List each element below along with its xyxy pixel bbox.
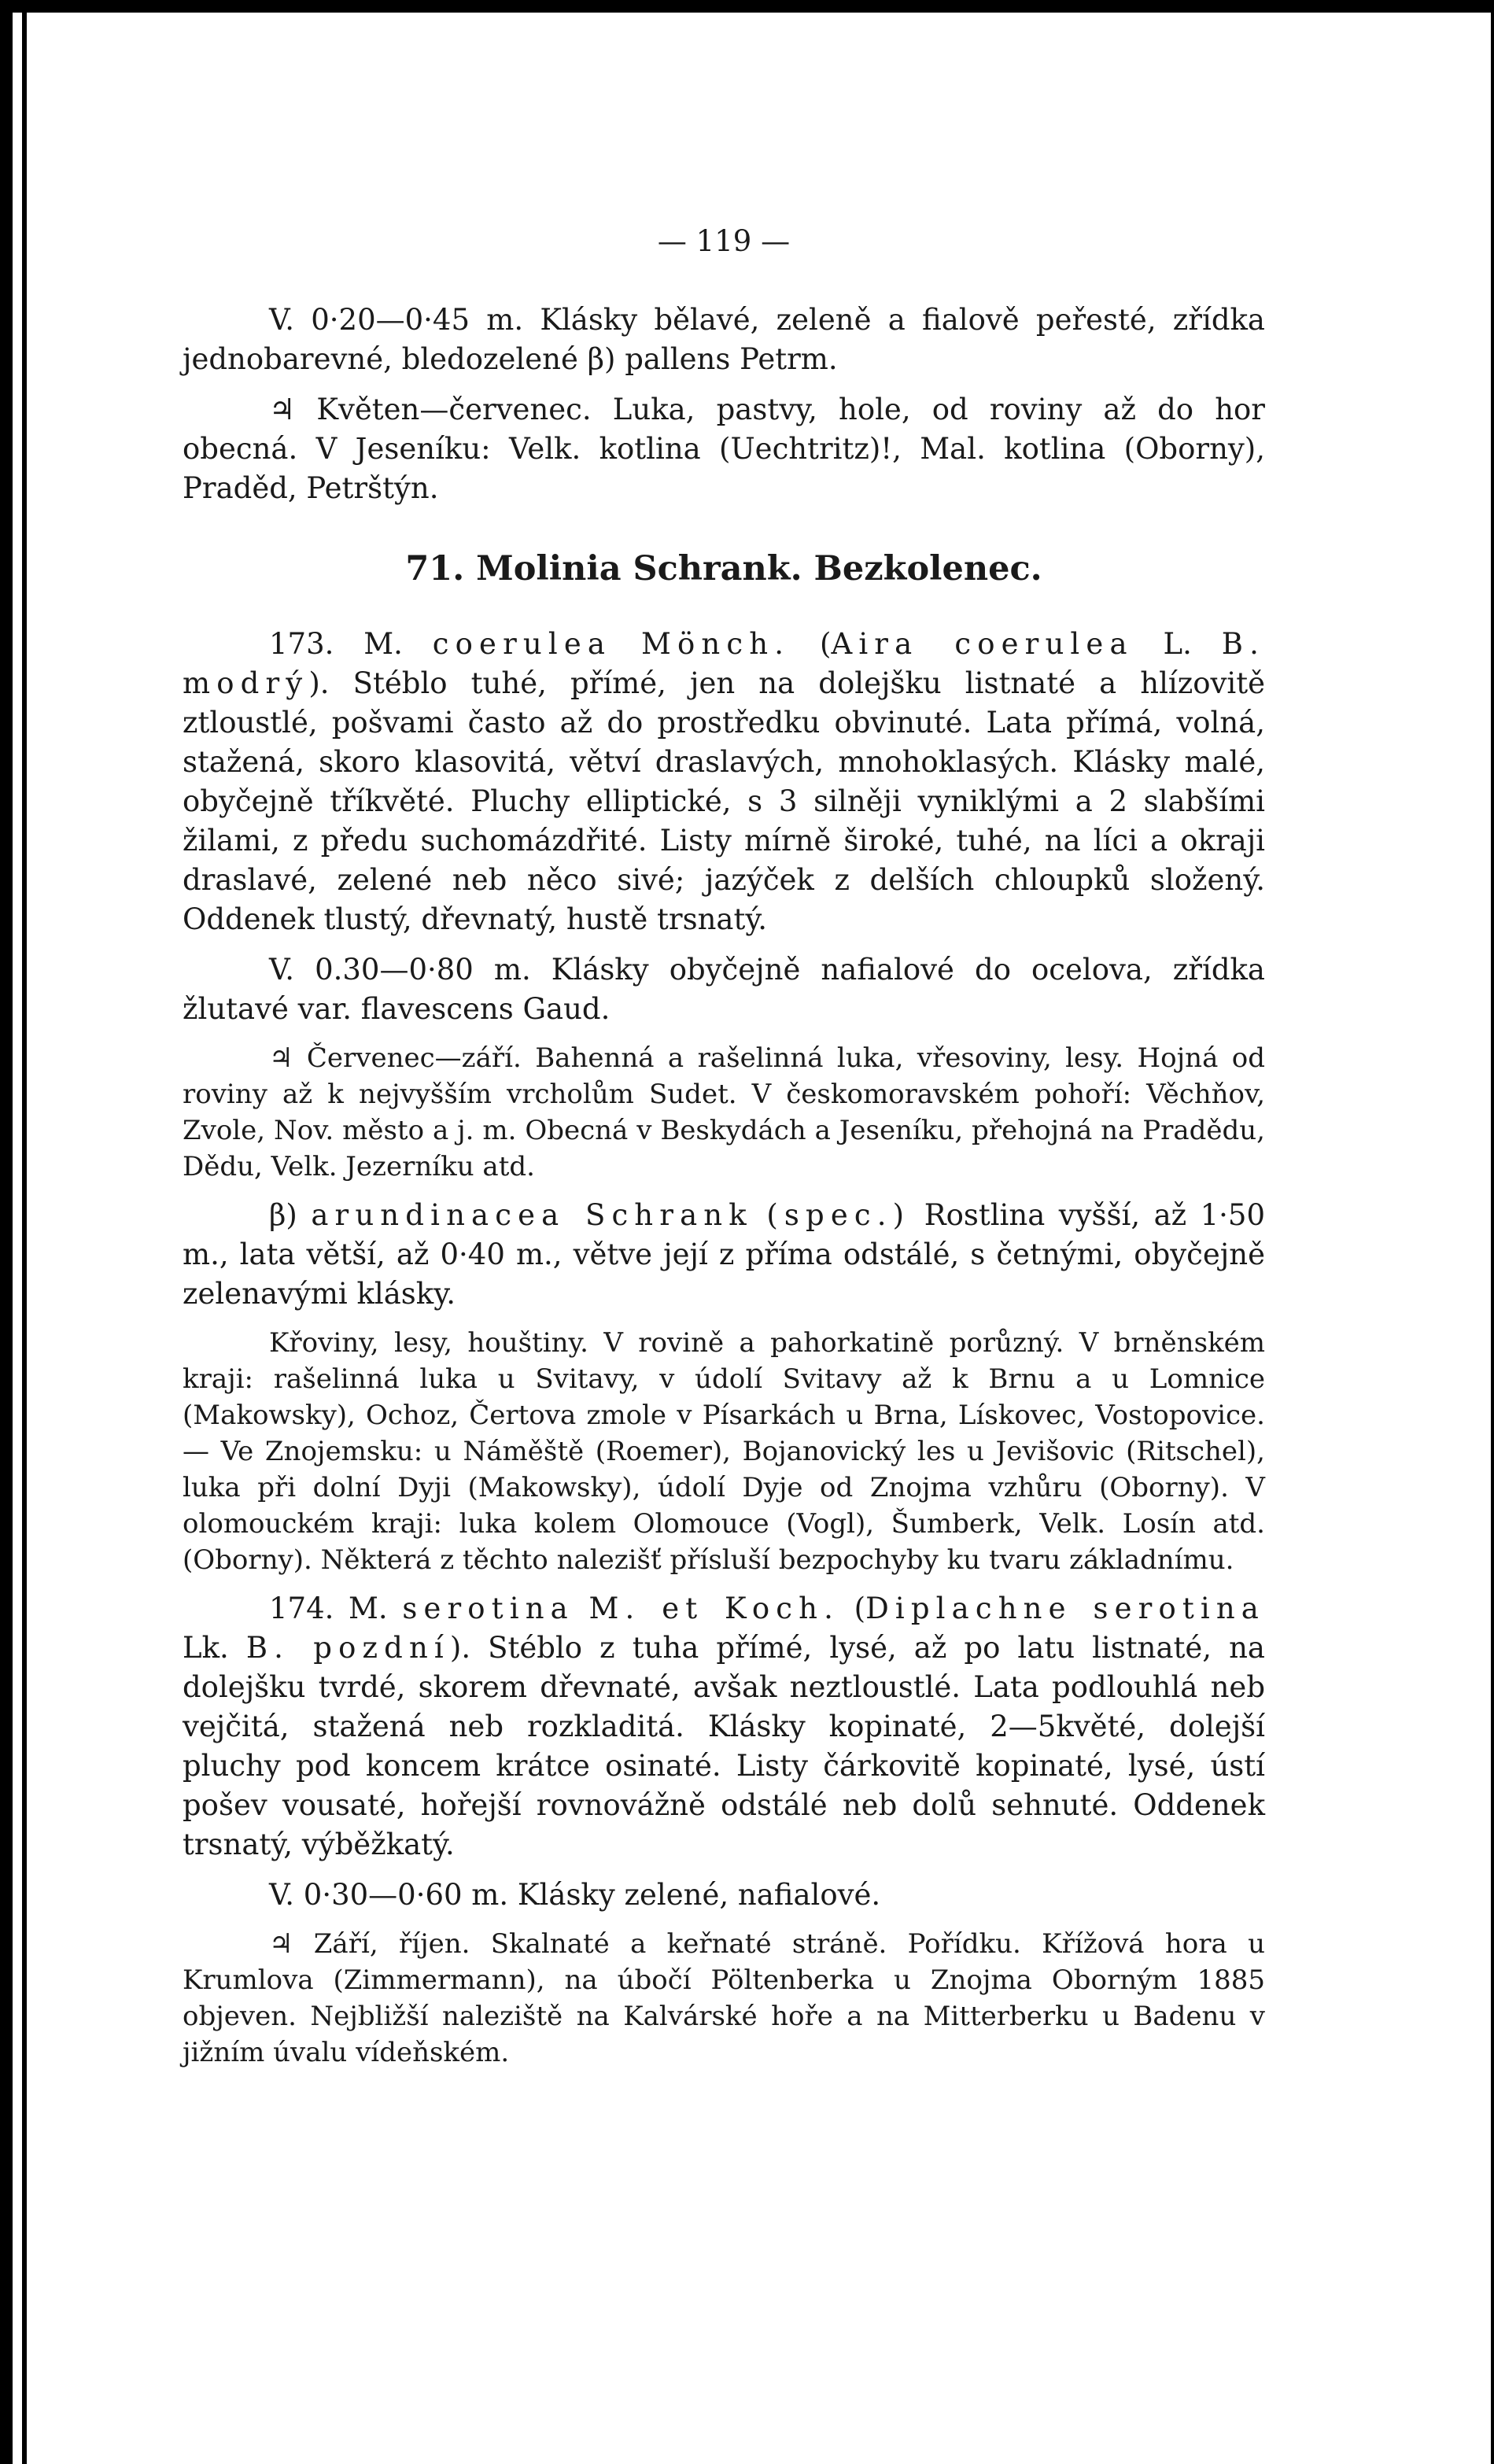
scan-border-right (1491, 0, 1494, 2464)
species-173-name: coerulea (432, 627, 612, 661)
species-173-synonym-author: L. (1163, 627, 1192, 661)
page-number: — 119 — (657, 224, 791, 258)
species-174-synonym-author: Lk. (183, 1631, 229, 1665)
beta-label: β) (269, 1198, 297, 1232)
species-174-name: serotina (402, 1592, 574, 1625)
species-173-beta (183, 1196, 1265, 1314)
syn-open: ( (854, 1592, 866, 1625)
species-174-habitat: ♃ Září, říjen. Skalnaté a keřnaté stráně. Pořídku. Křížová hora u Krumlova (Zimmermann), na úbočí Pöltenberka u Znojma Oborným 1885 objeven. Nejbližší naleziště na Kalvárské hoře a na Mitterberku u Badenu v jižním úvalu vídeňském. (183, 1928, 1265, 2068)
species-173-beta-habitat: Křoviny, lesy, houštiny. V rovině a pahorkatině porůzný. V brněnském kraji: rašelinná luka u Svitavy, v údolí Svitavy až k Brnu a u Lomnice (Makowsky), Ochoz, Čertova zmole v Písarkách u Brna, Lískovec, Vostopovice. — Ve Znojemsku: u Náměště (Roemer), Bojanovický les u Jevišovic (Ritschel), luka při dolní Dyji (Makowsky), údolí Dyje od Znojma vzhůru (Oborny). V olomouckém kraji: luka kolem Olomouce (Vogl), Šumberk, Velk. Losín atd. (Oborny). Některá z těchto nalezišť přísluší bezpochyby ku tvaru základnímu. (183, 1327, 1265, 1576)
species-173-czech-name: B. modrý (183, 627, 1265, 700)
species-173-author: Mönch. (640, 627, 791, 661)
species-173-desc-text: Stéblo tuhé, přímé, jen na dolejšku listnaté a hlízovitě ztloustlé, pošvami často až do prostředku obvinuté. Lata přímá, volná, stažená, skoro klasovitá, větví draslavých, mnohoklasých. Klásky malé, obyčejně tříkvěté. Pluchy elliptické, s 3 silněji vyniklými a 2 slabšími žilami, z předu suchomázdřité. Listy mírně široké, tuhé, na líci a okraji draslavé, zelené neb něco sivé; jazýček z delších chloupků složený. Oddenek tlustý, dřevnatý, hustě trsnatý. (183, 666, 1266, 936)
species-174-author: M. et Koch. (588, 1592, 839, 1625)
scan-border-left (0, 0, 13, 2464)
syn-close: ). (449, 1631, 471, 1665)
species-173-synonym: Aira coerulea (831, 627, 1134, 661)
species-173-habitat: ♃ Červenec—září. Bahenná a rašelinná luka, vřesoviny, lesy. Hojná od roviny až k nejvyšším vrcholům Sudet. V českomoravském pohoří: Věchňov, Zvole, Nov. město a j. m. Obecná v Beskydách a Jeseníku, přehojná na Pradědu, Dědu, Velk. Jezerníku atd. (183, 1042, 1265, 1182)
species-174-size: V. 0·30—0·60 m. Klásky zelené, nafialové. (269, 1878, 881, 1912)
species-174-czech-name: B. pozdní (245, 1631, 450, 1665)
scan-border-top (0, 0, 1494, 13)
beta-spec: (spec.) (766, 1198, 911, 1232)
species-174-description (183, 1589, 1265, 1865)
species-174-number: 174. M. (269, 1592, 388, 1625)
paragraph-measurements: V. 0·20—0·45 m. Klásky bělavé, zeleně a fialově peřesté, zřídka jednobarevné, bledozelené β) pallens Petrm. (183, 303, 1265, 376)
section-title: 71. Molinia Schrank. Bezkolenec. (405, 549, 1042, 588)
beta-name: arundinacea Schrank (311, 1198, 753, 1232)
beta-description: Rostlina vyšší, až 1·50 m., lata větší, až 0·40 m., větve její z přímа odstálé, s četnými, obyčejně zelenavými klásky. (183, 1198, 1266, 1311)
syn-open: ( (820, 627, 832, 661)
paragraph-habitat: ♃ Květen—červenec. Luka, pastvy, hole, od roviny až do hor obecná. V Jeseníku: Velk. kotlina (Uechtritz)!, Mal. kotlina (Oborny), Praděd, Petrštýn. (183, 393, 1265, 505)
species-173-number: 173. M. (269, 627, 403, 661)
species-173-description (183, 625, 1265, 939)
syn-close: ). (308, 666, 330, 700)
species-174-desc-text: Stéblo z tuha přímé, lysé, až po latu listnaté, na dolejšku tvrdé, skorem dřevnaté, avšak neztloustlé. Lata podlouhlá neb vejčitá, stažená neb rozkladitá. Klásky kopinaté, 2—5květé, dolejší pluchy pod koncem krátce osinaté. Listy čárkovitě kopinaté, lysé, ústí pošev vousaté, hořejší rovnovážně odstálé neb dolů sehnuté. Oddenek trsnatý, výběžkatý. (183, 1631, 1265, 1861)
page-content (183, 222, 1265, 2071)
species-173-variety: V. 0.30—0·80 m. Klásky obyčejně nafialové do ocelova, zřídka žlutavé var. flavescens Gaud. (183, 953, 1265, 1026)
scan-border-line (22, 13, 27, 2464)
species-174-synonym: Diplachne serotina (865, 1592, 1266, 1625)
scan-border-gap (13, 13, 22, 2464)
